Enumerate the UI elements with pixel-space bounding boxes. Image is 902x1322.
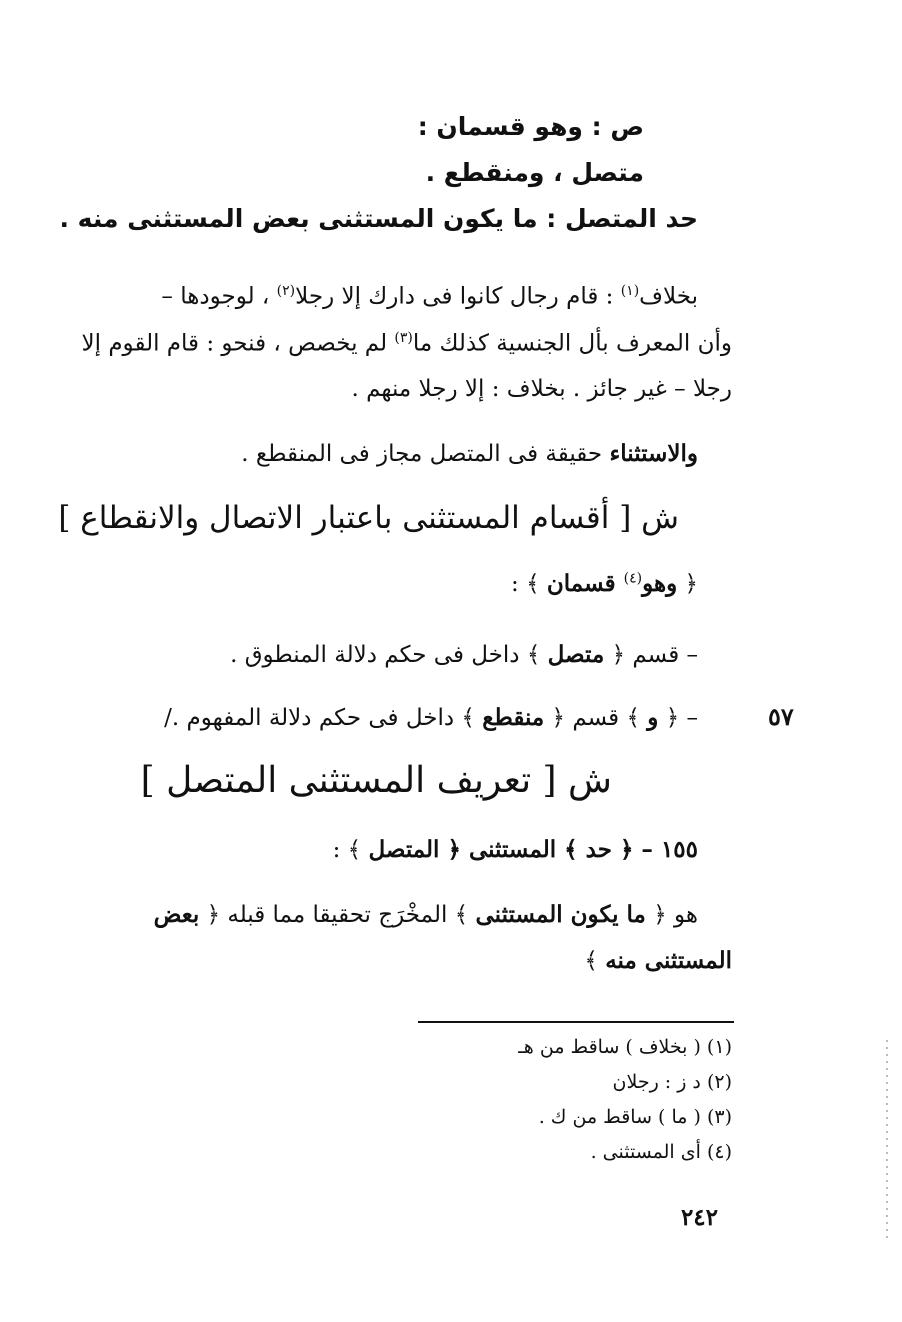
item-1 [230,641,698,668]
matn-line-3: حد المتصل : ما يكون المستثنى بعض المستثنى منه . [59,204,698,233]
page-number: ٢٤٢ [680,1204,718,1231]
margin-page-number: ٥٧ [768,702,794,731]
para2-line [241,440,698,467]
matn-line-2: متصل ، ومنقطع . [425,158,644,187]
def-num: ١٥٥ – ﴿ [611,836,698,863]
footnote-3: (٣) ( ما ) ساقط من ك . [538,1106,732,1128]
para2-bold: والاستثناء [609,440,698,467]
para1-text-d: وأن المعرف بأل الجنسية كذلك ما [412,330,732,357]
def-hadd: حد [585,836,612,863]
def-body-b: ما يكون المستثنى [475,901,646,928]
para1-text-e: لم يخصص ، فنحو : قام القوم إلا [81,330,395,357]
para1-text-b: : قام رجال كانوا فى دارك إلا رجلا [295,283,621,310]
definition-heading [333,836,698,863]
para1-line-1 [161,283,698,310]
definition-line-2 [584,947,732,974]
qism-line [511,570,698,597]
item-2 [164,704,698,731]
def-muttasil: المتصل [368,836,440,863]
qism-close: ﴾ : [511,571,547,597]
qism-open: ﴿ [677,571,698,597]
def-close: ﴾ : [332,837,369,863]
item2-d: منقطع [482,704,545,731]
footnote-1: (١) ( بخلاف ) ساقط من هـ [518,1036,732,1058]
footnote-4: (٤) أى المستثنى . [590,1141,732,1163]
footnote-2: (٢) د ز : رجلان [612,1071,732,1093]
item1-b: متصل [547,641,605,668]
footnote-separator [418,1021,734,1023]
item1-a: – قسم ﴿ [604,642,698,668]
para2-rest: حقيقة فى المتصل مجاز فى المنقطع . [241,441,610,467]
item2-a: – ﴿ [658,705,698,731]
def-body-l2b: ﴾ [584,948,606,974]
qism-qismaan: قسمان [546,570,624,597]
footnote-ref-3: (٣) [394,330,413,346]
def-body-l2a: المستثنى منه [605,947,732,974]
item2-e: ﴾ داخل فى حكم دلالة المفهوم ./ [164,705,483,731]
item2-b: و [647,704,659,731]
para1-line-3: رجلا – غير جائز . بخلاف : إلا رجلا منهم . [351,376,732,402]
footnote-ref-1: (١) [620,283,640,299]
para1-text-c: ، لوجودها – [161,283,277,310]
footnote-ref-4: (٤) [623,570,643,587]
matn-line-1: ص : وهو قسمان : [417,112,644,141]
qism-wahuwa: وهو [642,570,678,597]
item1-c: ﴾ داخل فى حكم دلالة المنطوق . [230,642,548,668]
para1-text-a: بخلاف [639,283,698,310]
footnote-ref-2: (٢) [276,283,296,299]
para1-line-2 [82,330,733,357]
def-body-a: هو ﴿ [645,902,698,928]
definition-line-1 [154,901,698,928]
section-heading-1: ش [ أقسام المستثنى باعتبار الاتصال والانقطاع ] [58,500,679,536]
def-mid: ﴾ المستثنى ﴿ [439,836,586,863]
section-heading-2: ش [ تعريف المستثنى المتصل ] [140,760,612,801]
scan-edge-marks [886,1040,888,1240]
def-body-d: بعض [153,901,200,928]
item2-c: ﴾ قسم ﴿ [544,705,648,731]
def-body-c: ﴾ المخْرَج تحقيقا مما قبله ﴿ [199,902,476,928]
